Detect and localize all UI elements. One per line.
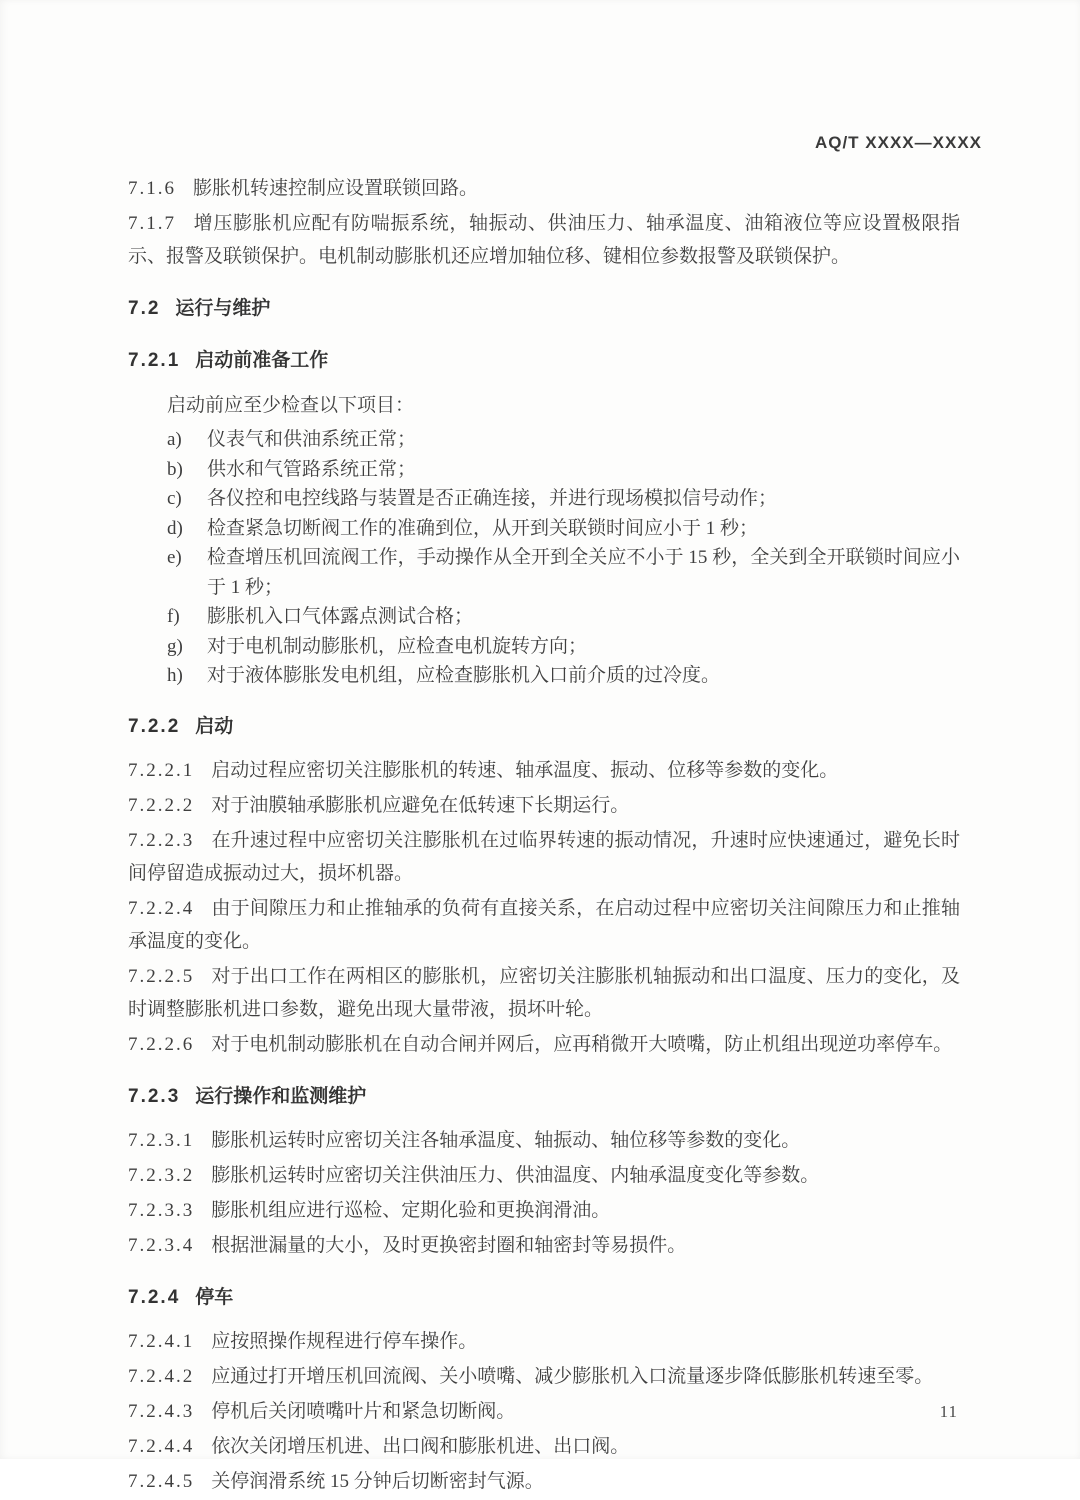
- clause-number: 7.2.3.1: [128, 1129, 195, 1151]
- clause-number: 7.2: [128, 298, 161, 319]
- clause-text: 膨胀机转速控制应设置联锁回路。: [193, 178, 479, 199]
- clause-number: a): [167, 429, 182, 450]
- clause-text: 对于出口工作在两相区的膨胀机，应密切关注膨胀机轴振动和出口温度、压力的变化，及时调整膨胀机进口参数，避免出现大量带液，损坏叶轮。: [128, 965, 960, 1020]
- clause-text: 应通过打开增压机回流阀、关小喷嘴、减少膨胀机入口流量逐步降低膨胀机转速至零。: [211, 1365, 934, 1387]
- clause-number: 7.2.3.3: [128, 1199, 195, 1221]
- clause-number: h): [167, 665, 183, 686]
- clause-text: 运行操作和监测维护: [195, 1085, 367, 1107]
- clause-number: g): [167, 635, 183, 657]
- clause-number: 7.1.6: [128, 178, 176, 199]
- list-item: [167, 455, 960, 485]
- list-item: [167, 661, 960, 691]
- clause-number: 7.2.3: [128, 1085, 181, 1107]
- clause-number: e): [167, 547, 182, 568]
- clause-text: 关停润滑系统 15 分钟后切断密封气源。: [211, 1470, 544, 1492]
- clause-number: b): [167, 458, 183, 480]
- clause-text: 膨胀机组应进行巡检、定期化验和更换润滑油。: [211, 1199, 611, 1221]
- clause-text: 根据泄漏量的大小，及时更换密封圈和轴密封等易损件。: [211, 1234, 687, 1256]
- clause-text: 运行与维护: [175, 298, 271, 319]
- clause-text: 膨胀机运转时应密切关注各轴承温度、轴振动、轴位移等参数的变化。: [211, 1129, 801, 1151]
- clause-text: 膨胀机运转时应密切关注供油压力、供油温度、内轴承温度变化等参数。: [211, 1164, 820, 1186]
- list-item: [167, 632, 960, 662]
- clause-text: 检查紧急切断阀工作的准确到位，从开到关联锁时间应小于 1 秒；: [207, 517, 759, 539]
- list-item: [167, 543, 960, 602]
- clause-paragraph: [128, 1465, 960, 1498]
- clause-number: 7.2.1: [128, 350, 181, 371]
- subsection-heading: [128, 1281, 960, 1314]
- clause-number: 7.2.2.6: [128, 1033, 195, 1055]
- clause-text: 仪表气和供油系统正常；: [207, 429, 417, 450]
- page-number: 11: [939, 1402, 958, 1421]
- clause-paragraph: [128, 1325, 960, 1358]
- clause-paragraph: [128, 892, 960, 958]
- clause-text: 对于电机制动膨胀机在自动合闸并网后，应再稍微开大喷嘴，防止机组出现逆功率停车。: [211, 1033, 953, 1055]
- clause-text: 在升速过程中应密切关注膨胀机在过临界转速的振动情况，升速时应快速通过，避免长时间停留造成振动过大，损坏机器。: [128, 829, 960, 884]
- clause-paragraph: [128, 1124, 960, 1157]
- clause-paragraph: [128, 754, 960, 787]
- section-heading: [128, 292, 960, 325]
- clause-number: 7.2.3.4: [128, 1234, 195, 1256]
- clause-text: 由于间隙压力和止推轴承的负荷有直接关系，在启动过程中应密切关注间隙压力和止推轴承温度的变化。: [128, 897, 960, 952]
- clause-text: 对于电机制动膨胀机，应检查电机旋转方向；: [207, 635, 588, 657]
- clause-paragraph: [128, 207, 960, 273]
- clause-paragraph: [128, 1028, 960, 1061]
- clause-text: 停车: [195, 1286, 234, 1308]
- clause-number: f): [167, 606, 180, 627]
- list-item: [167, 425, 960, 455]
- subsection-heading: [128, 710, 960, 743]
- clause-number: 7.2.2.5: [128, 965, 195, 987]
- clause-number: 7.2.2: [128, 715, 181, 737]
- clause-number: d): [167, 517, 183, 539]
- clause-text: 各仪控和电控线路与装置是否正确连接，并进行现场模拟信号动作；: [207, 488, 778, 509]
- clause-paragraph: [128, 1395, 960, 1428]
- clause-number: 7.2.4.3: [128, 1400, 195, 1422]
- clause-number: 7.1.7: [128, 213, 176, 234]
- clause-number: 7.2.4.5: [128, 1470, 195, 1492]
- clause-paragraph: [128, 172, 960, 205]
- clause-number: 7.2.2.1: [128, 759, 195, 781]
- clause-text: 对于油膜轴承膨胀机应避免在低转速下长期运行。: [211, 794, 630, 816]
- clause-number: 7.2.4.4: [128, 1435, 195, 1457]
- standard-code-header: AQ/T XXXX—XXXX: [814, 133, 982, 152]
- list-item: [167, 602, 960, 632]
- clause-text: 膨胀机入口气体露点测试合格；: [207, 606, 474, 627]
- clause-text: 依次关闭增压机进、出口阀和膨胀机进、出口阀。: [211, 1435, 630, 1457]
- subsection-heading: [128, 344, 960, 377]
- clause-text: 停机后关闭喷嘴叶片和紧急切断阀。: [211, 1400, 516, 1422]
- list-item: [167, 484, 960, 514]
- clause-text: 启动前应至少检查以下项目：: [167, 395, 415, 416]
- clause-paragraph: [128, 1229, 960, 1262]
- clause-paragraph: [128, 1430, 960, 1463]
- clause-text: 启动: [195, 715, 234, 737]
- clause-number: 7.2.2.3: [128, 829, 195, 851]
- clause-paragraph: [128, 1360, 960, 1393]
- clause-paragraph: [128, 1194, 960, 1227]
- clause-text: 启动过程应密切关注膨胀机的转速、轴承温度、振动、位移等参数的变化。: [211, 759, 839, 781]
- subsection-heading: [128, 1080, 960, 1113]
- clause-text: 供水和气管路系统正常；: [207, 458, 417, 480]
- clause-paragraph: [128, 960, 960, 1026]
- clause-text: 增压膨胀机应配有防喘振系统，轴振动、供油压力、轴承温度、油箱液位等应设置极限指示、报警及联锁保护。电机制动膨胀机还应增加轴位移、键相位参数报警及联锁保护。: [128, 213, 960, 267]
- clause-paragraph: [128, 1159, 960, 1192]
- clause-text: 对于液体膨胀发电机组，应检查膨胀机入口前介质的过冷度。: [207, 665, 721, 686]
- clause-paragraph: [128, 789, 960, 822]
- document-body: [128, 170, 960, 1500]
- clause-paragraph: [128, 824, 960, 890]
- clause-number: 7.2.3.2: [128, 1164, 195, 1186]
- clause-text: 应按照操作规程进行停车操作。: [211, 1330, 478, 1352]
- clause-number: c): [167, 488, 182, 509]
- clause-number: 7.2.2.2: [128, 794, 195, 816]
- clause-number: 7.2.4.2: [128, 1365, 195, 1387]
- clause-number: 7.2.2.4: [128, 897, 195, 919]
- intro-paragraph: [128, 389, 960, 422]
- list-item: [167, 514, 960, 544]
- clause-number: 7.2.4: [128, 1286, 181, 1308]
- clause-text: 启动前准备工作: [195, 350, 329, 371]
- clause-number: 7.2.4.1: [128, 1330, 195, 1352]
- clause-text: 检查增压机回流阀工作，手动操作从全开到全关应不小于 15 秒，全关到全开联锁时间应小于 1 秒；: [207, 547, 960, 598]
